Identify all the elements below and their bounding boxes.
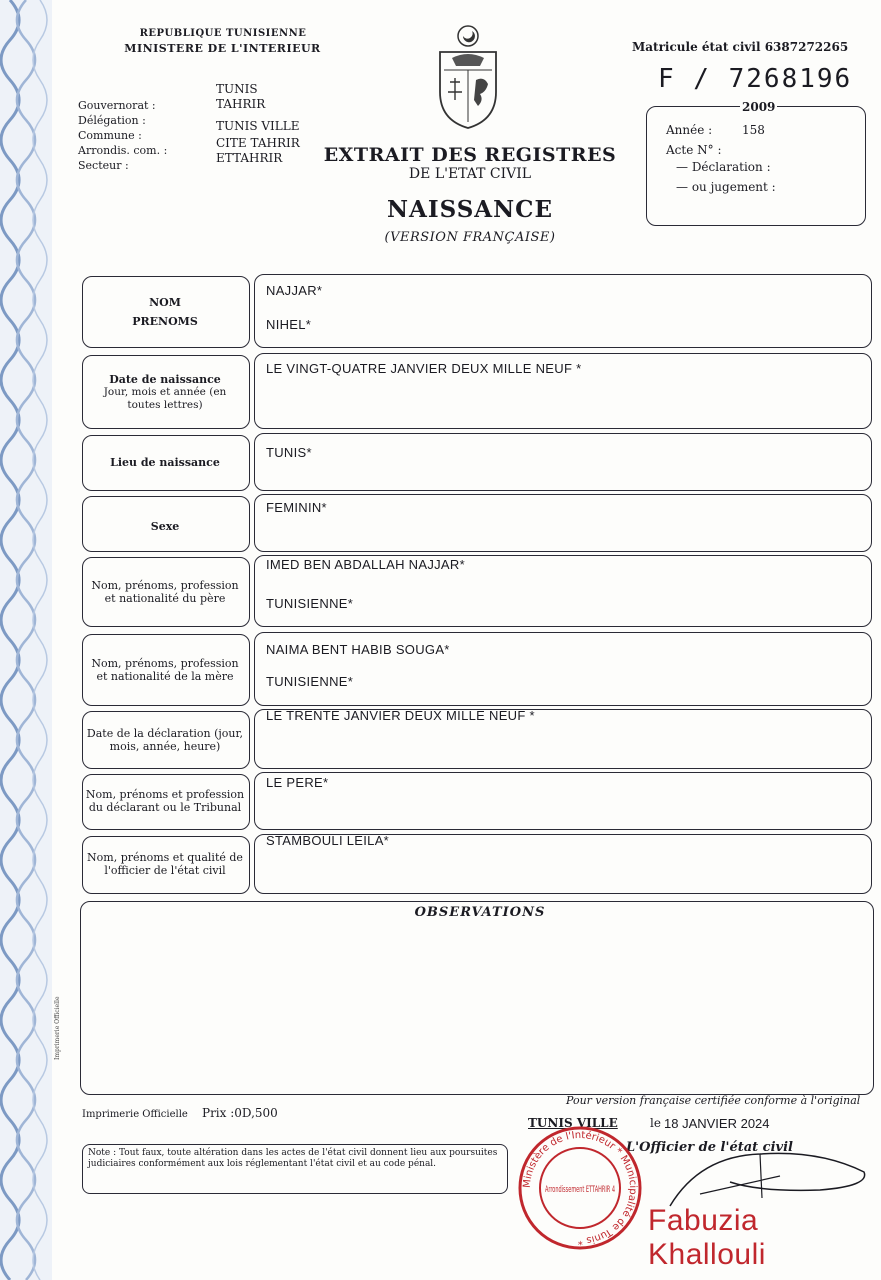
matricule: [632, 40, 848, 54]
mere-name: NAIMA BENT HABIB SOUGA*: [266, 642, 450, 657]
jugement-label: — ou jugement :: [676, 180, 776, 194]
acte-label: Acte N° :: [666, 143, 722, 157]
officier-value: STAMBOULI LEILA*: [266, 833, 390, 848]
acte-value: 158: [742, 123, 765, 137]
sexe-value-box: [254, 494, 872, 552]
date-naissance-sub: Jour, mois et année (en toutes lettres): [103, 385, 227, 411]
date-naissance-value: LE VINGT-QUATRE JANVIER DEUX MILLE NEUF *: [266, 361, 582, 376]
issue-date: 18 JANVIER 2024: [664, 1116, 770, 1131]
document-title: EXTRAIT DES REGISTRES: [323, 144, 617, 166]
mere-label: Nom, prénoms, profession et nationalité de la mère: [91, 657, 239, 683]
prenoms-value: NIHEL*: [266, 317, 312, 332]
serial-number: F / 7268196: [658, 64, 853, 94]
date-naissance-title: Date de naissance: [109, 372, 221, 386]
prix-label: Prix :0D,500: [202, 1106, 278, 1120]
officier-label: Nom, prénoms et qualité de l'officier de l'état civil: [87, 851, 243, 877]
side-imprint: Imprimerie Officielle: [54, 996, 61, 1060]
annee-label: Année :: [666, 123, 713, 137]
republic-title: REPUBLIQUE TUNISIENNE: [139, 28, 307, 39]
officer-title: L'Officier de l'état civil: [626, 1140, 793, 1155]
ministry-title: MINISTERE DE L'INTERIEUR: [124, 42, 321, 55]
coat-of-arms-icon: [430, 22, 506, 132]
admin-label: Arrondis. com. :: [78, 144, 168, 157]
admin-label: Commune :: [78, 129, 142, 142]
lieu-value-box: [254, 433, 872, 491]
admin-value: TUNIS: [216, 82, 258, 96]
nom-value: NAJJAR*: [266, 283, 323, 298]
nom-prenoms-label: [82, 290, 248, 334]
admin-labels: [78, 98, 183, 173]
lieu-value: TUNIS*: [266, 445, 312, 460]
declarant-value: LE PERE*: [266, 775, 329, 790]
stamp-ring-text: Ministère de l'Intérieur * Municipalité de Tunis *: [521, 1129, 639, 1247]
note-text: Note : Tout faux, toute altération dans les actes de l'état civil donnent lieu aux poursuites judiciaires conformément aux lois réglementant l'état civil et au code pénal.: [88, 1148, 498, 1169]
matricule-value: 6387272265: [764, 40, 849, 54]
admin-value: CITE TAHRIR: [216, 136, 300, 150]
admin-label: Secteur :: [78, 159, 129, 172]
document-type: NAISSANCE: [386, 196, 554, 223]
place-label: TUNIS VILLE: [528, 1116, 618, 1130]
sexe-value: FEMININ*: [266, 500, 327, 515]
mere-nationality: TUNISIENNE*: [266, 674, 354, 689]
nom-label: NOM: [149, 296, 181, 309]
pere-nationality: TUNISIENNE*: [266, 596, 354, 611]
admin-value: ETTAHRIR: [216, 151, 283, 165]
admin-label: Gouvernorat :: [78, 99, 156, 112]
declaration-label: — Déclaration :: [676, 160, 771, 174]
date-prefix: le: [650, 1116, 661, 1130]
admin-label: Délégation :: [78, 114, 146, 127]
admin-value: TUNIS VILLE: [216, 119, 300, 133]
nom-value-box: [254, 274, 872, 348]
declarant-label: Nom, prénoms et profession du déclarant ou le Tribunal: [85, 788, 245, 814]
observations-box: [80, 901, 874, 1095]
observations-label: OBSERVATIONS: [414, 905, 546, 920]
admin-values: [216, 82, 326, 166]
sexe-label: Sexe: [150, 519, 180, 533]
declarant-value-box: [254, 772, 872, 830]
date-naissance-label: [86, 362, 244, 422]
certification-text: Pour version française certifiée conforme à l'original: [566, 1094, 861, 1107]
pere-label: Nom, prénoms, profession et nationalité du père: [91, 579, 239, 605]
admin-value: TAHRIR: [216, 97, 266, 111]
officer-name: Fabuzia Khallouli: [648, 1204, 766, 1271]
version-label: (VERSION FRANÇAISE): [384, 230, 556, 245]
pere-name: IMED BEN ABDALLAH NAJJAR*: [266, 557, 465, 572]
imprimerie-label: Imprimerie Officielle: [82, 1109, 188, 1120]
lieu-label: Lieu de naissance: [110, 455, 220, 469]
declaration-date-value: LE TRENTE JANVIER DEUX MILLE NEUF *: [266, 708, 535, 723]
municipal-stamp: [516, 1124, 644, 1252]
annee-value: 2009: [742, 100, 776, 114]
document-subtitle: DE L'ETAT CIVIL: [408, 166, 532, 182]
matricule-label: Matricule état civil: [632, 40, 761, 54]
stamp-center-text: Arrondissement ETTAHRIR 4: [545, 1185, 616, 1195]
declaration-date-label: Date de la déclaration (jour, mois, année, heure): [86, 727, 244, 753]
prenoms-label: PRENOMS: [132, 315, 198, 328]
decorative-left-border: [0, 0, 52, 1280]
